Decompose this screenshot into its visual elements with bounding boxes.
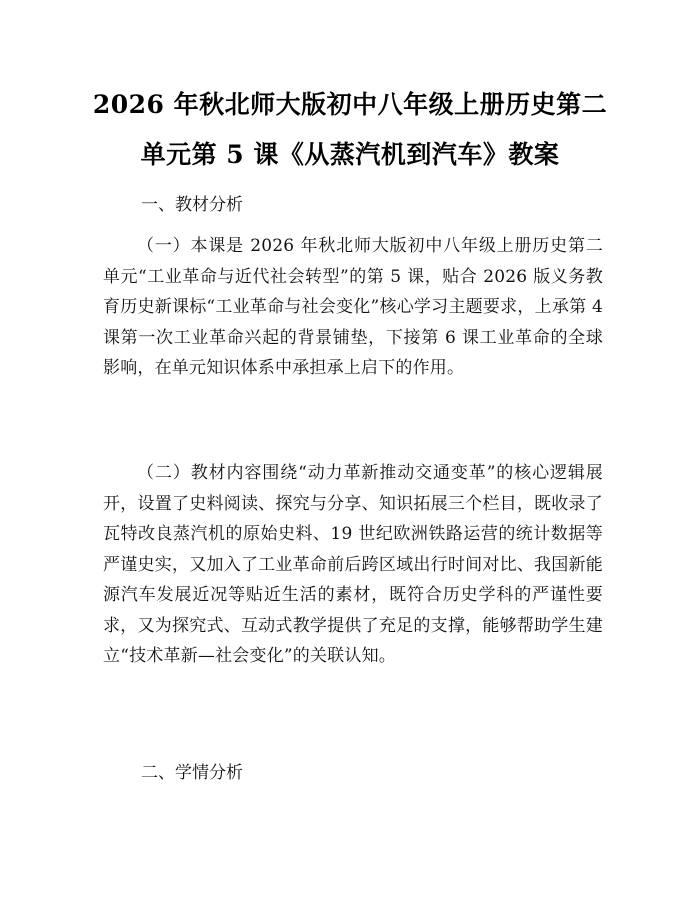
paragraph-1: （一）本课是 2026 年秋北师大版初中八年级上册历史第二单元“工业革命与近代社会转型”的第 5 课，贴合 2026 版义务教育历史新课标“工业革命与社会变化”核心学习主题要求，上承第 4 课第一次工业革命兴起的背景铺垫，下接第 6 课工业革命的全球影响，在单元知识体系中承担承上启下的作用。 [103, 236, 603, 378]
section-heading-analysis-of-materials: 一、教材分析 [141, 195, 243, 215]
title-line-2: 单元第 5 课《从蒸汽机到汽车》教案 [140, 140, 560, 169]
section-heading-student-analysis: 二、学情分析 [141, 763, 243, 783]
title-line-1: 2026 年秋北师大版初中八年级上册历史第二 [92, 90, 608, 119]
paragraph-2: （二）教材内容围绕“动力革新推动交通变革”的核心逻辑展开，设置了史料阅读、探究与分享、知识拓展三个栏目，既收录了瓦特改良蒸汽机的原始史料、19 世纪欧洲铁路运营的统计数据等严谨史实，又加入了工业革命前后跨区域出行时间对比、我国新能源汽车发展近况等贴近生活的素材，既符合历史学科的严谨性要求，又为探究式、互动式教学提供了充足的支撑，能够帮助学生建立“技术革新—社会变化”的关联认知。 [103, 463, 603, 666]
document-title [60, 80, 640, 180]
